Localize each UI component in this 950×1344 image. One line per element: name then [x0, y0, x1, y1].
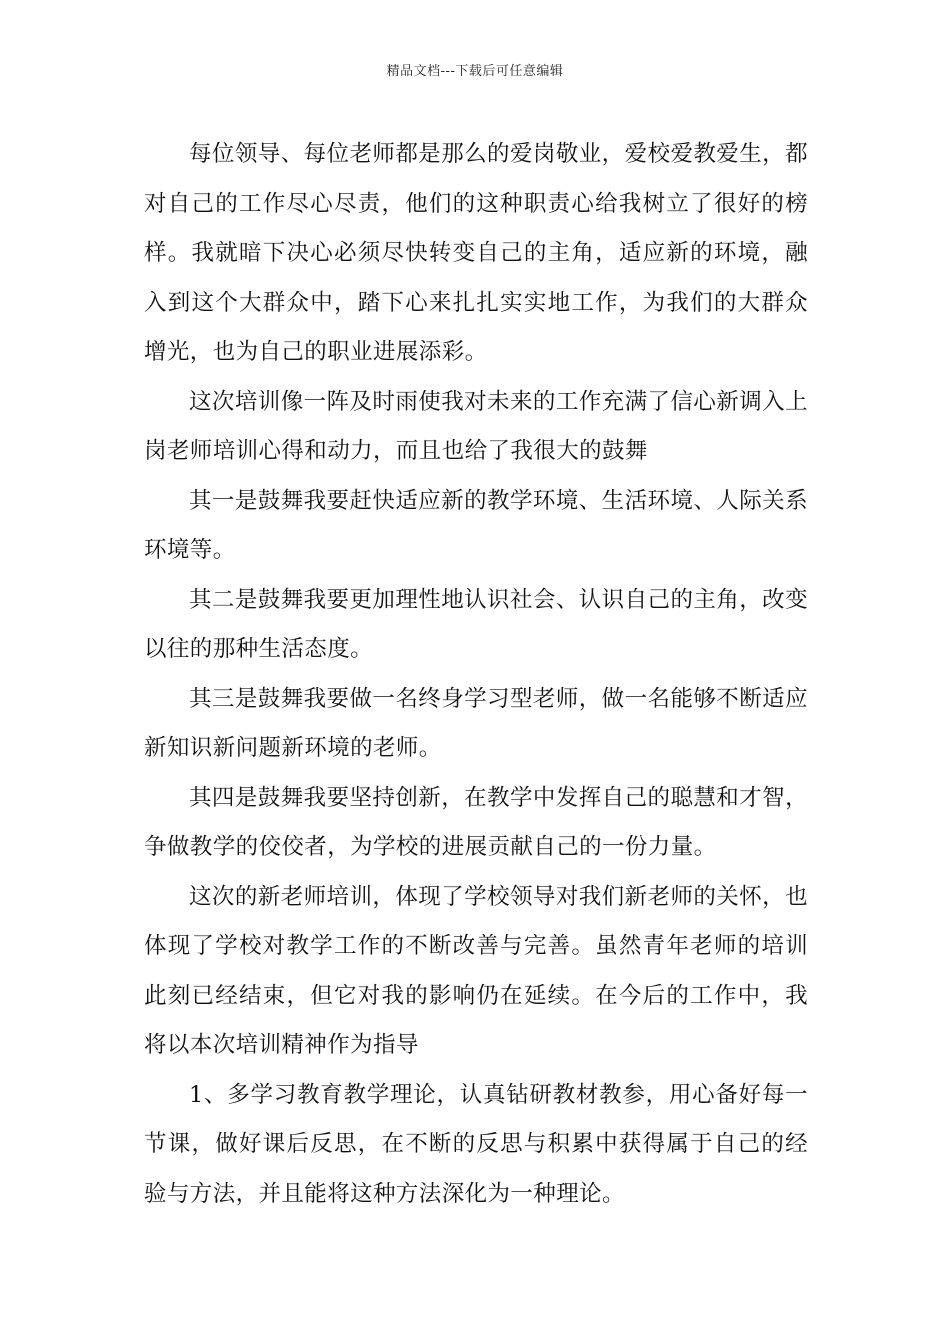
paragraph-3: 其一是鼓舞我要赶快适应新的教学环境、生活环境、人际关系环境等。 — [144, 487, 808, 563]
paragraph-2: 这次培训像一阵及时雨使我对未来的工作充满了信心新调入上岗老师培训心得和动力，而且也给了我很大的鼓舞 — [144, 388, 808, 464]
page-header: 精品文档---下载后可任意编辑 — [386, 64, 564, 79]
document-body — [144, 130, 808, 1219]
paragraph-5: 其三是鼓舞我要做一名终身学习型老师，做一名能够不断适应新知识新问题新环境的老师。 — [144, 685, 808, 761]
paragraph-7: 这次的新老师培训，体现了学校领导对我们新老师的关怀，也体现了学校对教学工作的不断改善与完善。虽然青年老师的培训此刻已经结束，但它对我的影响仍在延续。在今后的工作中，我将以本次培训精神作为指导 — [144, 883, 808, 1058]
paragraph-4: 其二是鼓舞我要更加理性地认识社会、认识自己的主角，改变以往的那种生活态度。 — [144, 586, 808, 662]
paragraph-6: 其四是鼓舞我要坚持创新，在教学中发挥自己的聪慧和才智，争做教学的佼佼者，为学校的进展贡献自己的一份力量。 — [144, 784, 808, 860]
paragraph-8: 1、多学习教育教学理论，认真钻研教材教参，用心备好每一节课，做好课后反思，在不断的反思与积累中获得属于自己的经验与方法，并且能将这种方法深化为一种理论。 — [144, 1081, 808, 1207]
paragraph-1: 每位领导、每位老师都是那么的爱岗敬业，爱校爱教爱生，都对自己的工作尽心尽责，他们的这种职责心给我树立了很好的榜样。我就暗下决心必须尽快转变自己的主角，适应新的环境，融入到这个大群众中，踏下心来扎扎实实地工作，为我们的大群众增光，也为自己的职业进展添彩。 — [144, 141, 808, 365]
